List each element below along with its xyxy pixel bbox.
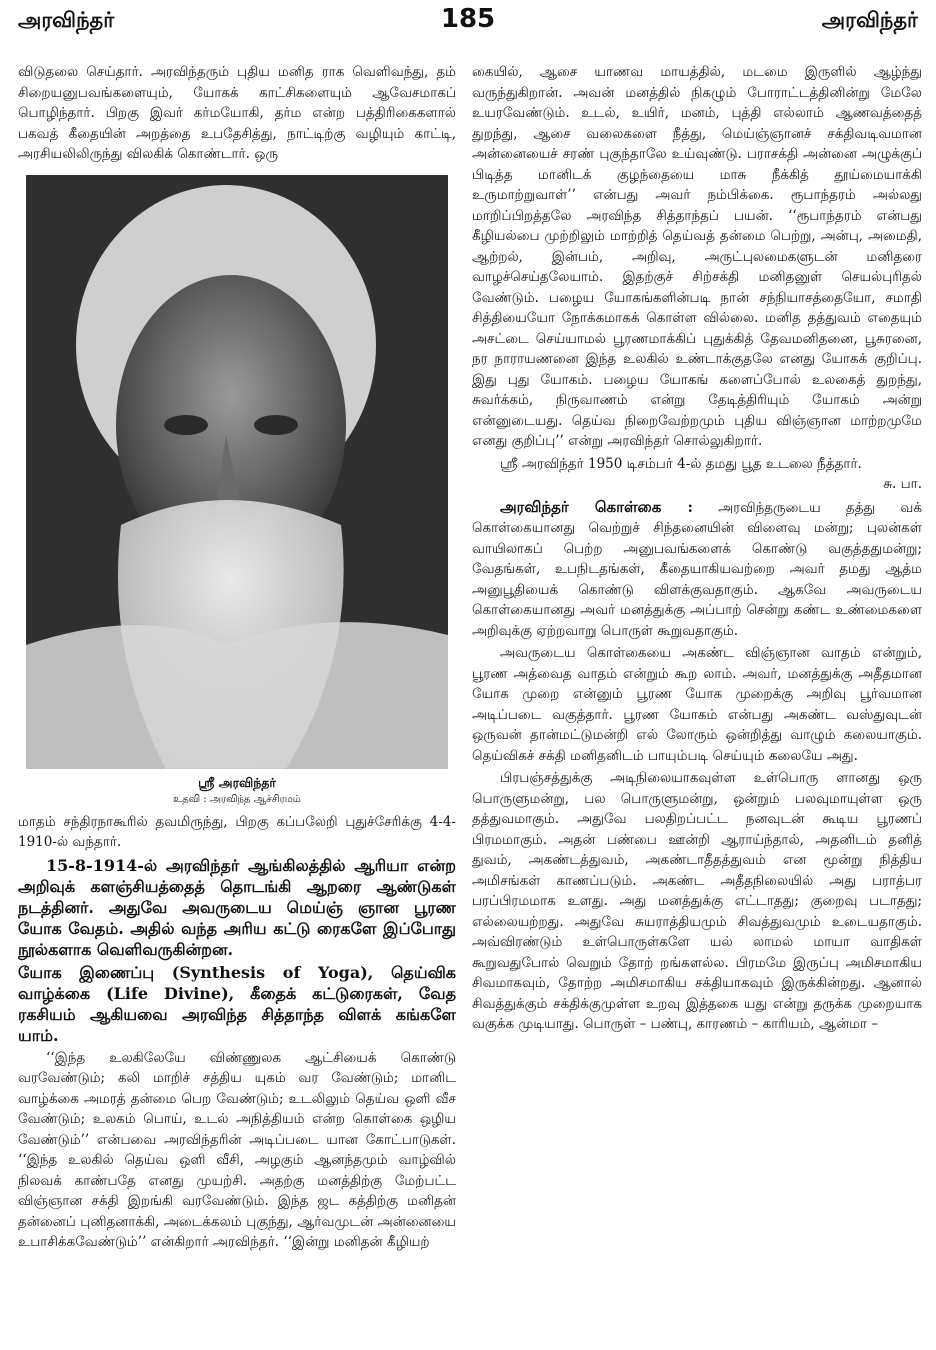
- paragraph: யோக இணைப்பு (Synthesis of Yoga), தெய்விக வாழ்க்கை (Life Divine), கீதைக் கட்டுரைகள், வேத ரகசியம் ஆகியவை அரவிந்த சித்தாந்த விளக் கங்களே யாம்.: [18, 962, 456, 1045]
- section-heading: அரவிந்தர் கொள்கை :: [500, 497, 694, 516]
- paragraph: ஸ்ரீ அரவிந்தர் 1950 டிசம்பர் 4-ல் தமது பூத உடலை நீத்தார்.: [500, 455, 862, 472]
- portrait-photo: [26, 175, 448, 769]
- paragraph: கையில், ஆசை யாணவ மாயத்தில், மடமை இருளில் ஆழ்ந்து வருந்துகிறான். அவன் மனத்தில் நிகழும் போராட்டத்தினின்று மேலே உயரவேண்டும். உடல், உயிர், மனம், புத்தி எல்லாம் ஆணவத்தைத் துறந்து, ஆசை வலைகளை நீத்து, மெய்ஞ்ஞானச் சக்திவடிவமான அன்னையைச் சரண் புகுந்தாலே உய்வுண்டு. பராசக்தி அன்னை அழுக்குப் பிடித்த மானிடக் குழந்தையை மாசு நீக்கித் தூய்மையாக்கி உருமாற்றுவாள்’’ என்பது அவர் நம்பிக்கை. ரூபாந்தரம் அல்லது மாறிப்பிறத்தலே அரவிந்த சித்தாந்தப் பயன். ‘‘ரூபாந்தரம் என்பது கீழியல்பை முற்றிலும் மாற்றித் தெய்வத் தன்மை பெற்று, அன்பு, அமைதி, ஆற்றல், இன்பம், அறிவு, அருட்புலமைகளுடன் மனிதரை வாழச்செய்தலேயாம். இதற்குச் சிற்சக்தி மனிதனுள் செயல்புரிதல் வேண்டும். பழைய யோகங்களின்படி நான் சந்நியாசத்தையோ, சமாதி சித்தியையோ நோக்கமாகக் கொள்ள வில்லை. மனித தத்துவம் எதையும் அசட்டை செய்யாமல் பூரணமாக்கிப் புதுக்கித் தேவமனிதனை, பூசுரனை, நர நாராயணனை இந்த உலகில் உண்டாக்குதலே எனது யோகக் குறிப்பு. இது புது யோகம். பழைய யோகங் களைப்போல் உலகைத் துறந்து, சுவர்க்கம், நிருவாணம் என்று தேடித்திரியும் யோகம் அன்று என்னுடையது. தெய்வ நிறைவேற்றமும் புதிய விஞ்ஞான மாற்றமுமே எனது குறிப்பு’’ என்று அரவிந்தர் சொல்லுகிறார்.: [472, 64, 922, 449]
- paragraph: பிரபஞ்சத்துக்கு அடிநிலையாகவுள்ள உள்பொரு ளானது ஒரு பொருளுமன்று, பல பொருளுமன்று, ஒன்றும் பலவுமாயுள்ள ஒரு தத்துவமாகும். அதுவே பலதிறப்பட்ட நனவுடன் கூடிய பூரணப் பிரமமாகும். அதன் பண்பை ஊன்றி ஆராய்ந்தால், அதனிடம் தனித் துவம், அகண்டத்துவம், அகண்டாதீதத்துவம் என மூன்று நித்திய அமிசங்கள் காணப்படும். அகண்ட அதீதநிலையில் அது பராத்பர பரப்பிரமமாக உளது. அது மனத்துக்கு எட்டாதது; குறைவு படாதது; எல்லையற்றது. அதுவே சுயராத்தியமும் சிவத்துவமும் உடையதாகும். அவ்விரண்டும் உள்பொருள்களே யல் லாமல் மாயா வாதிகள் கூறுவதுபோல் வெறும் தோற் றங்களல்ல. பிரமமே இருப்பு அமிசமாகிய சிவமாகவும், தோற்ற அமிசமாகிய சக்தியாகவும் இருக்கின்றது. ஆனால் சிவத்துக்கும் சக்திக்குமுள்ள உறவு இத்தகை யது என்று தருக்க முறையாக வகுக்க முடியாது. பொருள் – பண்பு, காரணம் – காரியம், ஆன்மா –: [472, 770, 922, 1032]
- paragraph: 15-8-1914-ல் அரவிந்தர் ஆங்கிலத்தில் ஆரியா என்ற அறிவுக் களஞ்சியத்தைத் தொடங்கி ஆறரை ஆண்டுகள் நடத்தினர். அதுவே அவருடைய மெய்ஞ் ஞான பூரண யோக வேதம். அதில் வந்த அரிய கட்டு ரைகளே இப்போது நூல்களாக வெளிவருகின்றன.: [18, 855, 456, 959]
- paragraph: [472, 497, 922, 642]
- portrait-figure: [26, 175, 448, 806]
- portrait-illustration: [26, 175, 448, 769]
- left-column: [18, 62, 456, 1342]
- photo-caption: ஸ்ரீ அரவிந்தர்: [198, 774, 276, 790]
- paragraph-text: அரவிந்தருடைய தத்து வக் கொள்கையானது வெற்றுச் சிந்தனையின் விளைவு மன்று; புலன்கள் வாயிலாகப் பெற்ற அனுபவங்களைக் கொண்டு வகுத்ததுமன்று; வேதங்கள், உபநிடதங்கள், கீதையாகியவற்றை அவர் தமது ஆத்ம அனுபூதியைக் கொண்டு விளக்குவதாகும். ஆகவே அவருடைய கொள்கையானது அவர் மனத்துக்கு அப்பாற் சென்று கண்ட உண்மைகளை அறிவுக்கு ஏற்றவாறு பொருள் கூறுவதாகும்.: [472, 499, 922, 639]
- running-head-left: அரவிந்தர்: [18, 8, 115, 32]
- right-column: [472, 62, 922, 1342]
- photo-credit: உதவி : அரவிந்த ஆச்சிரமம்: [173, 793, 301, 805]
- paragraph: அவருடைய கொள்கையை அகண்ட விஞ்ஞான வாதம் என்றும், பூரண அத்வைத வாதம் என்றும் கூற லாம். அவர், மனத்துக்கு அதீதமான யோக முறை என்னும் பூரண யோக முறைக்கு அறிவு பூர்வமான அடிப்படை வகுத்தார். பூரண யோகம் என்பது அகண்ட வஸ்துவுடன் ஒருவன் தான்மட்டுமன்றி எல் லோரும் ஒன்றித்து வாழும் கலையாகும். தெய்விகச் சக்தி மனிதனிடம் பாயும்படி செய்யும் கலையே அது.: [472, 645, 922, 764]
- author-signature: சு. பா.: [883, 476, 922, 492]
- paragraph: மாதம் சந்திரநாகூரில் தவமிருந்து, பிறகு கப்பலேறி புதுச்சேரிக்கு 4-4-1910-ல் வந்தார்.: [18, 813, 456, 850]
- running-head-right: அரவிந்தர்: [821, 8, 918, 32]
- page-number: 185: [440, 4, 496, 34]
- paragraph: விடுதலை செய்தார். அரவிந்தரும் புதிய மனித ராக வெளிவந்து, தம் சிறையனுபவங்களையும், யோகக் காட்சிகளையும் ஆவேசமாகப் பொழிந்தார். பிறகு இவர் கர்மயோகி, தர்ம என்ற பத்திரிகைகளால் பகவத் கீதையின் அறத்தை உபதேசித்து, நாட்டிற்கு வழியும் காட்டி, அரசியலிலிருந்து விலகிக் கொண்டார். ஒரு: [18, 64, 456, 162]
- paragraph: ‘‘இந்த உலகிலேயே விண்ணுலக ஆட்சியைக் கொண்டு வரவேண்டும்; கலி மாறிச் சத்திய யுகம் வர வேண்டும்; மானிட வாழ்க்கை அமரத் தன்மை பெற வேண்டும்; உடலிலும் தெய்வ ஒளி வீச வேண்டும்; உலகம் பொய், உடல் அநித்தியம் என்ற கொள்கை ஒழிய வேண்டும்’’ என்பவை அரவிந்தரின் அடிப்படை யான கோட்பாடுகள். ‘‘இந்த உலகில் தெய்வ ஒளி வீசி, அழகும் ஆனந்தமும் வாழ்வில் நிலவக் காண்பதே எனது முயற்சி. அதற்கு மனத்திற்கு மேற்பட்ட விஞ்ஞான சக்தி இறங்கி வரவேண்டும். இந்த ஜட கத்திற்கு மனிதன் தன்னைப் புனிதனாக்கி, அடைக்கலம் புகுந்து, ஆர்வமுடன் அன்னையை உபாசிக்கவேண்டும்’’ என்கிறார் அரவிந்தர். ‘‘இன்று மனிதன் கீழியற்: [18, 1049, 456, 1250]
